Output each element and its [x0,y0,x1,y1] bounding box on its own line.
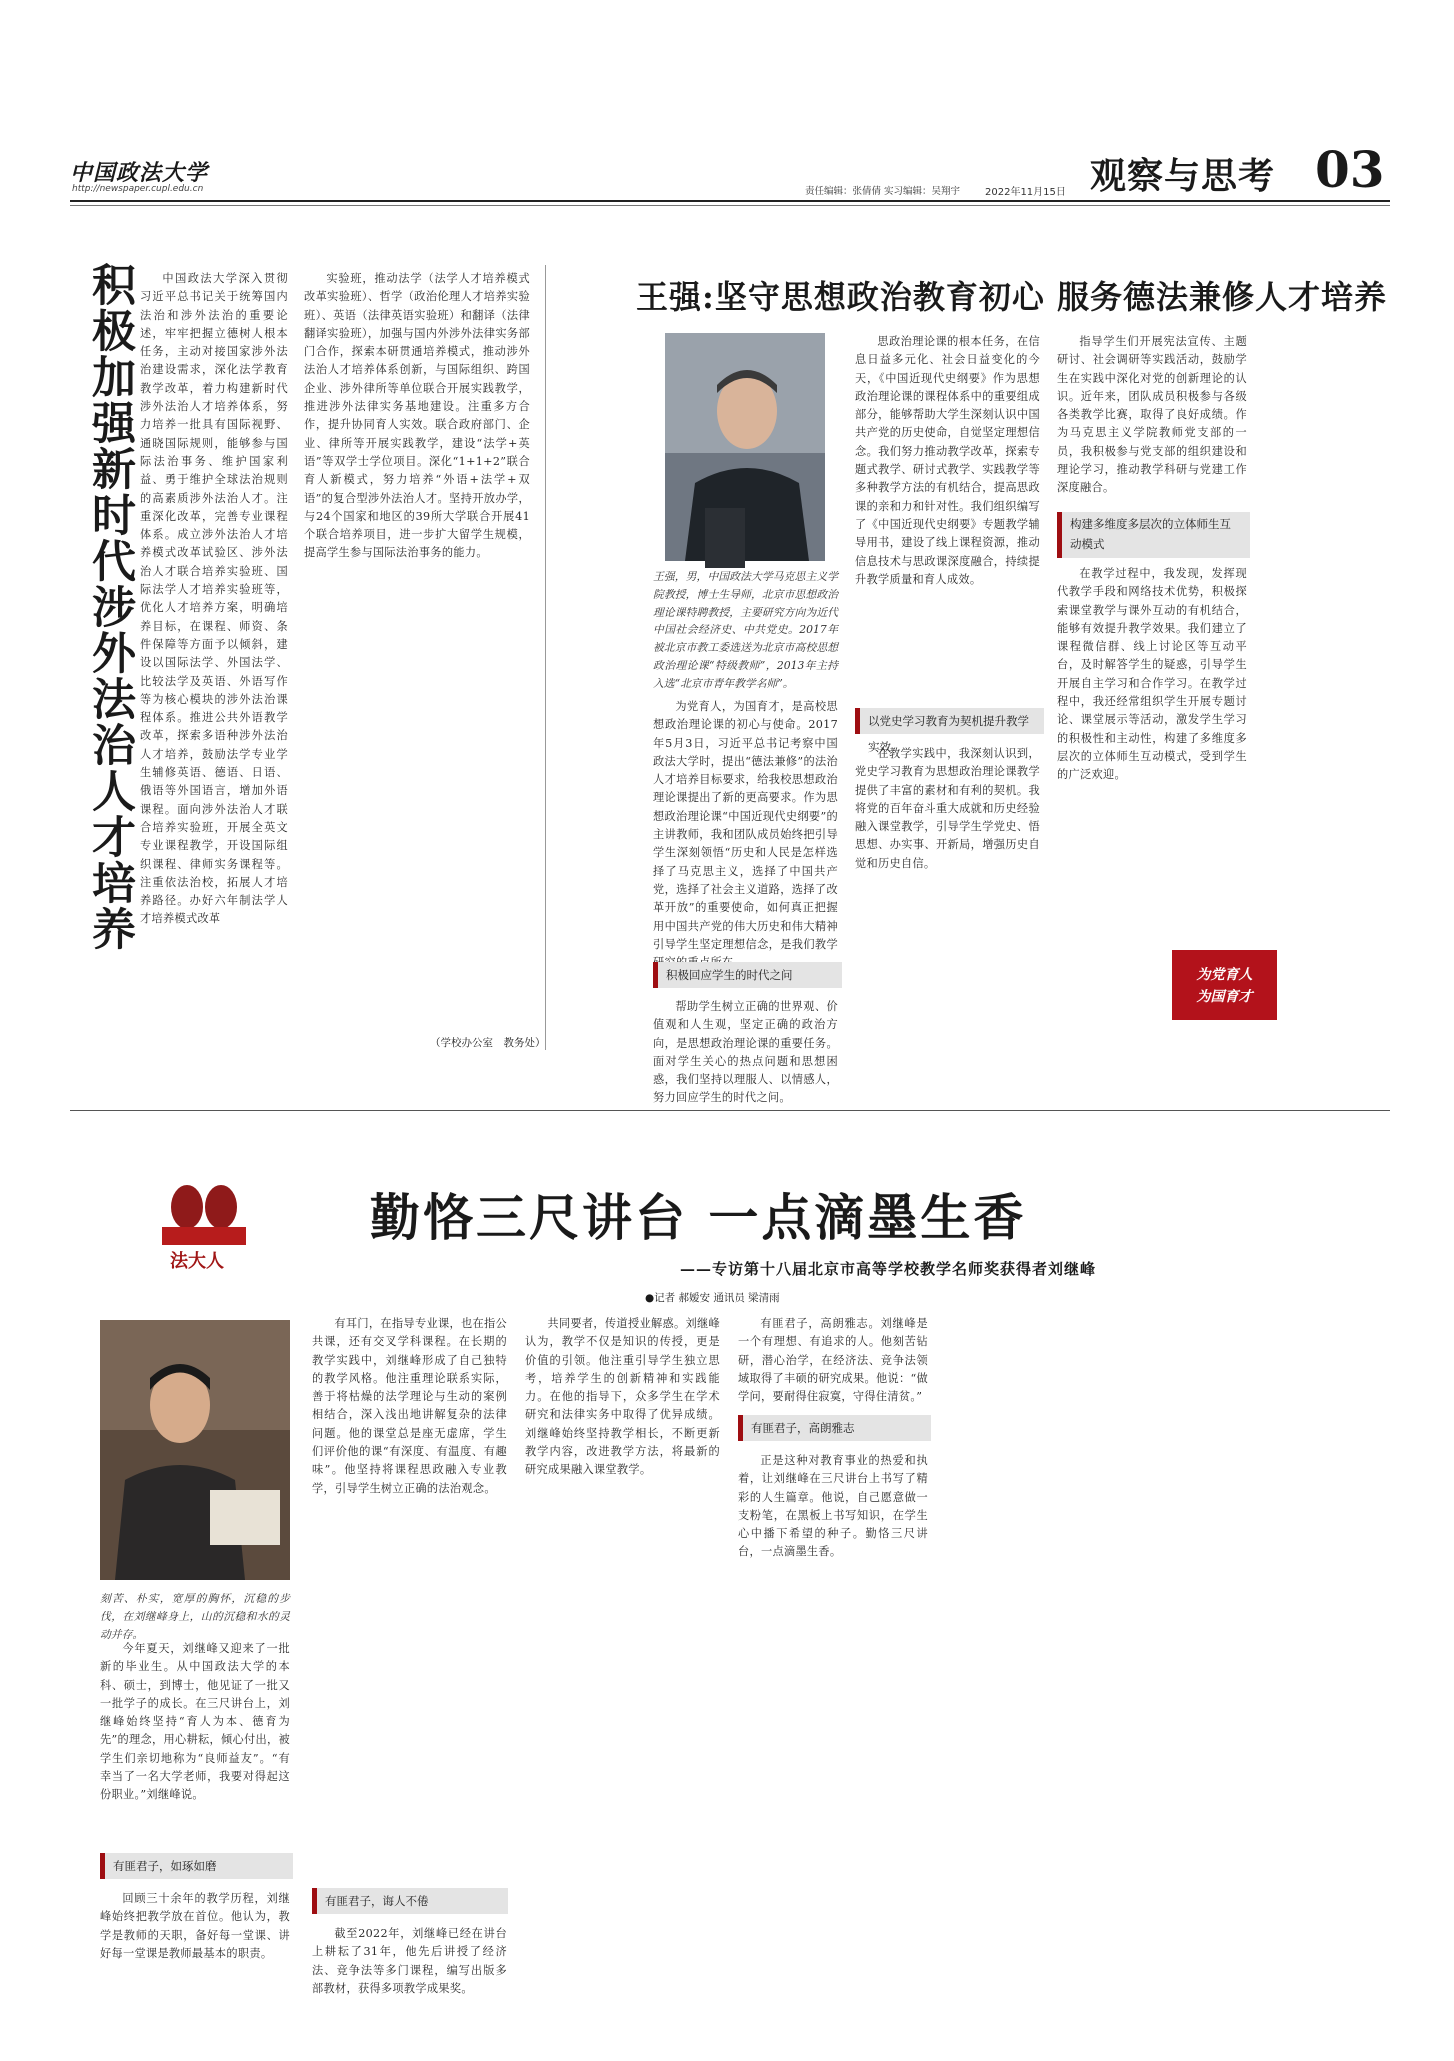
wang-qiang-caption: 王强，男，中国政法大学马克思主义学院教授，博士生导师，北京市思想政治理论课特聘教授，主要研究方向为近代中国社会经济史、中共党史。2017年被北京市教工委选送为北京市高校思想政治理论课“特级教师”，2013年主持入选“北京市青年教学名师”。 [653,570,838,690]
article3-col2b: 截至2022年，刘继峰已经在讲台上耕耘了31年，他先后讲授了经济法、竞争法等多门课程，编写出版多部教材，获得多项教学成果奖。 [312,1927,507,1995]
article2-subhead2: 以党史学习教育为契机提升教学实效 [855,708,1044,734]
article2-title: 王强:坚守思想政治教育初心 服务德法兼修人才培养 [636,278,1387,316]
liu-jifeng-caption: 刻苦、朴实，宽厚的胸怀，沉稳的步伐，在刘继峰身上，山的沉稳和水的灵动并存。 [100,1592,290,1641]
article3-subhead1: 有匪君子，如琢如磨 [100,1853,293,1879]
article2-subhead1: 构建多维度多层次的立体师生互动模式 [1057,512,1250,558]
article2-col1: 为党育人，为国育才，是高校思想政治理论课的初心与使命。2017年5月3日，习近平总书记考察中国政法大学时，提出“德法兼修”的法治人才培养目标要求，给我校思想政治理论课提出了新的更高要求。作为思想政治理论课“中国近现代史纲要”的主讲教师，我和团队成员始终把引导学生深刻领悟“历史和人民是怎样选择了马克思主义，选择了中国共产党，选择了社会主义道路，选择了改革开放”的重要使命，如何真正把握用中国共产党的伟大历史和伟大精神引导学生坚定理想信念，是我们教学 [653,700,838,951]
article1-col1: 中国政法大学深入贯彻习近平总书记关于统筹国内法治和涉外法治的重要论述，牢牢把握立德树人根本任务，主动对接国家涉外法治建设需求，深化法学教育教学改革，着力构建新时代涉外法治人才培养体系，努力培养一批具有国际视野、通晓国际规则，能够参与国际法治事务、维护国家利益、勇于维护全球法治规则的高素质涉外法治人才。注重深化改革，完善专业课程体系。成立涉外法治人才培养模式改革试验区、涉外法治人才联合培养实验班、国际法学人才培养实验班等，优化人才培养方案，明确培养目标，在课程、师资、条件保障等方面予以倾斜，建设以国际法学、外国法学、比较法学及英语、外语写作等为核心模块的涉外法治课程体系。推进公共外语教学改革，探索多语种涉外法治人才培养，鼓励法学专业学生辅修英语、德语、日语、俄语等外国语言，增加外语课程。面向涉外法治人才联合培养实验班，开展全英文专业课程教学，开设国际组织课程、律师实务课程等。注重依法治校，拓展人才培养路径。办好六年制法学人才培养模式改革 [140,272,288,926]
masthead-rule [70,200,1390,202]
article3-subhead3: 有匪君子，高朗雅志 [738,1415,931,1441]
wang-qiang-photo [665,333,825,561]
fadaren-logo [152,1175,256,1279]
article3-subtitle: ——专访第十八届北京市高等学校教学名师奖获得者刘继峰 [680,1260,1097,1278]
issue-date: 2022年11月15日 [985,187,1066,198]
slogan-stamp [1172,950,1277,1020]
article2-col3: 指导学生们开展宪法宣传、主题研讨、社会调研等实践活动，鼓励学生在实践中深化对党的创新理论的认识。近年来，团队成员积极参与各级各类教学比赛，取得了良好成绩。作为马克思主义学院教师党支部的一员，我积极参与党支部的组织建设和理论学习，推动教学科研与党建工作深度融合。 [1057,335,1247,495]
article2-col5: 在教学实践中，我深刻认识到，党史学习教育为思想政治理论课教学提供了丰富的素材和有利的契机。我将党的百年奋斗重大成就和历史经验融入课堂教学，引导学生学党史、悟思想、办实事、开新局，增强历史自觉和历史自信。 [855,747,1040,870]
stamp-line2: 为国育才 [1196,989,1253,1005]
article2-col2: 思政治理论课的根本任务，在信息日益多元化、社会日益变化的今天，《中国近现代史纲要》作为思想政治理论课的课程体系中的重要组成部分，能够帮助大学生深刻认识中国共产党的历史使命，自觉坚定理想信念。我们努力推动教学改革，探索专题式教学、研讨式教学、实践教学等多种教学方法的有机结合，提高思政课的亲和力和针对性。我们组织编写了《中国近现代史纲要》专题教学辅导用书，建设了线上课程资源，推动信息技术与思政课深度融合，持续提升教学质量和育人成效。 [855,335,1040,586]
article3-col5: 正是这种对教育事业的热爱和执着，让刘继峰在三尺讲台上书写了精彩的人生篇章。他说，自己愿意做一支粉笔，在黑板上书写知识，在学生心中播下希望的种子。勤恪三尺讲台，一点滴墨生香。 [738,1454,928,1559]
article2-subhead3: 积极回应学生的时代之问 [653,962,842,988]
liu-jifeng-photo [100,1320,290,1580]
newspaper-logo: 中国政法大学 [70,160,209,186]
fadaren-logo-text: 法大人 [170,1251,224,1272]
editors-line: 责任编辑：张倩倩 实习编辑：吴翔宇 [805,186,961,197]
article3-col4: 有匪君子，高朗雅志。刘继峰是一个有理想、有追求的人。他刻苦钻研，潜心治学，在经济法、竞争法领域取得了丰硕的研究成果。他说：“做学问，要耐得住寂寞，守得住清贫。” [738,1317,928,1404]
section-title: 观察与思考 [1090,155,1276,197]
article2-col4: 在教学过程中，我发现，发挥现代教学手段和网络技术优势，积极探索课堂教学与课外互动的有机结合，能够有效提升教学效果。我们建立了课程微信群、线上讨论区等互动平台，及时解答学生的疑惑，引导学生开展自主学习和合作学习。在教学过程中，我还经常组织学生开展专题讨论、课堂展示等活动，激发学生学习的积极性和主动性，构建了多维度多层次的立体师生互动模式，受到学生的广泛欢迎。 [1057,567,1247,782]
article3-title: 勤恪三尺讲台 一点滴墨生香 [370,1188,1027,1247]
article3-col3: 共同要者，传道授业解惑。刘继峰认为，教学不仅是知识的传授，更是价值的引领。他注重引导学生独立思考，培养学生的创新精神和实践能力。在他的指导下，众多学生在学术研究和法律实务中取得了优异成绩。刘继峰始终坚持教学相长，不断更新教学内容，改进教学方法，将最新的研究成果融入课堂教学。 [525,1317,720,1477]
article3-col2: 有耳门，在指导专业课，也在指公共课，还有交叉学科课程。在长期的教学实践中，刘继峰形成了自己独特的教学风格。他注重理论联系实际，善于将枯燥的法学理论与生动的案例相结合，深入浅出地讲解复杂的法律问题。他的课堂总是座无虚席，学生们评价他的课“有深度、有温度、有趣味”。他坚持将课程思政融入专业教学，引导学生树立正确的法治观念。 [312,1317,507,1495]
newspaper-url[interactable]: http://newspaper.cupl.edu.cn [72,184,204,194]
article2-col6: 帮助学生树立正确的世界观、价值观和人生观，坚定正确的政治方向，是思想政治理论课的重要任务。面对学生关心的热点问题和思想困惑，我们坚持以理服人、以情感人，努力回应学生的时代之问。 [653,1000,838,1105]
article3-byline: ●记者 郝嫒安 通讯员 梁清雨 [645,1292,780,1304]
article3-col1: 今年夏天，刘继峰又迎来了一批新的毕业生。从中国政法大学的本科、硕士，到博士，他见证了一批又一批学子的成长。在三尺讲台上，刘继峰始终坚持“育人为本、德育为先”的理念，用心耕耘，倾心付出，被学生们亲切地称为“良师益友”。“有幸当了一名大学老师，我要对得起这份职业。”刘继峰说。 [100,1642,290,1802]
article3-col1b: 回顾三十余年的教学历程，刘继峰始终把教学放在首位。他认为，教学是教师的天职，备好每一堂课、讲好每一堂课是教师最基本的职责。 [100,1892,290,1960]
article1-col2: 实验班，推动法学（法学人才培养模式改革实验班）、哲学（政治伦理人才培养实验班）、英语（法律英语实验班）和翻译（法律翻译实验班），加强与国内外涉外法律实务部门合作，探索本研贯通培养模式，推动涉外法治人才培养体系创新，与国际组织、跨国企业、涉外律所等单位联合开展实践教学，推进涉外法律实务基地建设。注重多方合作，提升协同育人实效。联合政府部门、企业、律所等开展实践教学，建设“法学+英语”等双学士学位项目。深化“1+1+2”联合育人新模式，努力培养“外语+法学+双语”的复合型涉外法治人才。坚持开放办学，与24个国家和地区的39所大学联合开展41个联合培养项目，进一步扩大留学生规模，提高学生参与国际法治事务的能力。 [304,272,530,560]
stamp-line1: 为党育人 [1196,967,1253,983]
page-number: 03 [1315,140,1385,199]
article1-title: 积极加强新时代涉外法治人才培养 [84,262,135,952]
article-separator [70,1110,1390,1111]
article3-subhead2: 有匪君子，诲人不倦 [312,1888,508,1914]
column-divider [545,265,546,1050]
masthead-rule-thin [70,205,1390,206]
article1-signature: （学校办公室 教务处） [430,1037,546,1049]
